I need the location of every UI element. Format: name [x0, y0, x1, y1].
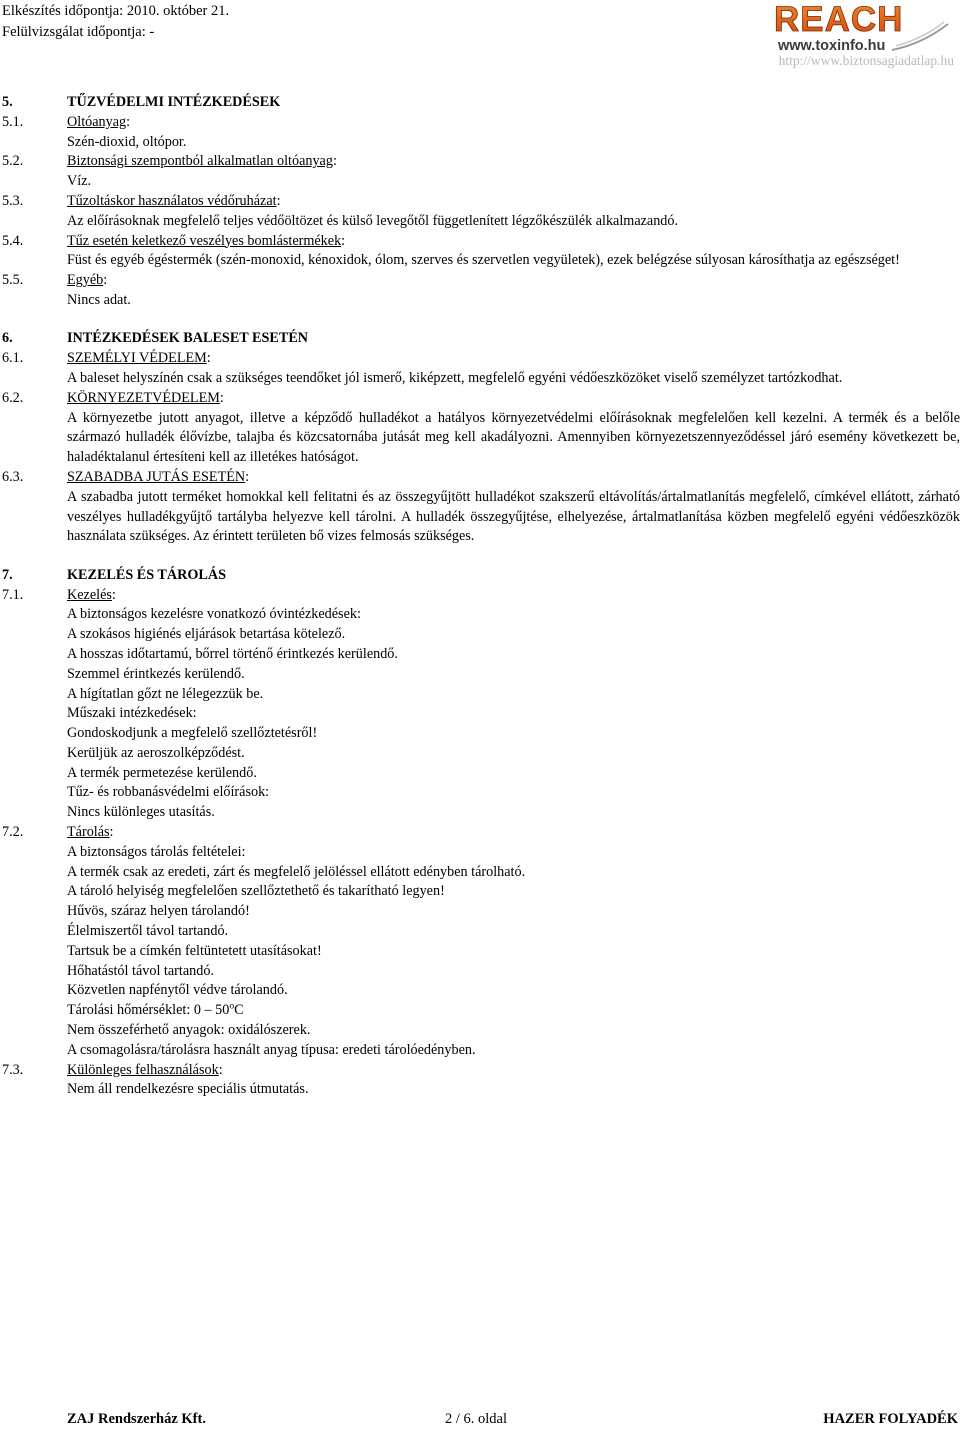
item-label: SZABADBA JUTÁS ESETÉN — [67, 468, 246, 485]
line: A hosszas időtartamú, bőrrel történő érintkezés kerülendő. — [67, 645, 398, 662]
item-text: Az előírásoknak megfelelő teljes védőöltözet és külső levegőtől függetlenített légzőkészülék alkalmazandó. — [67, 212, 679, 229]
item-label: Egyéb — [67, 272, 104, 289]
item-label: Kezelés — [67, 586, 112, 603]
line: Tűz- és robbanásvédelmi előírások: — [67, 784, 270, 801]
line: A tároló helyiség megfelelően szellőztethető és takarítható legyen! — [67, 883, 445, 900]
page-number: 2 / 6. oldal — [445, 1411, 508, 1427]
section-title: TŰZVÉDELMI INTÉZKEDÉSEK — [67, 94, 281, 110]
item-label: Különleges felhasználások — [67, 1061, 219, 1078]
section-number: 6. — [2, 330, 13, 347]
item-number: 5.5. — [2, 272, 24, 289]
line: Nem összeférhető anyagok: oxidálószerek. — [67, 1022, 311, 1039]
line: A termék permetezése kerülendő. — [67, 764, 257, 781]
logo-text: REACH — [774, 0, 904, 39]
line: Műszaki intézkedések: — [67, 705, 197, 722]
line: Hűvös, száraz helyen tárolandó! — [67, 903, 250, 920]
line: Kerüljük az aeroszolképződést. — [67, 744, 245, 761]
item-text: Víz. — [67, 173, 92, 190]
item-label: Oltóanyag — [67, 113, 127, 130]
line: A termék csak az eredeti, zárt és megfelelő jelöléssel ellátott edényben tárolható. — [67, 863, 526, 880]
item-text: Füst és egyéb égéstermék (szén-monoxid, kénoxidok, ólom, szerves és szervetlen vegyületek), ezek belégzése súlyosan károsíthatja az egészséget! — [67, 252, 900, 269]
item-number: 6.2. — [2, 389, 24, 406]
line: Nincs különleges utasítás. — [67, 804, 215, 821]
item-label: Tűzoltáskor használatos védőruházat — [67, 192, 277, 209]
item-number: 7.3. — [2, 1061, 24, 1078]
line: A biztonságos tárolás feltételei: — [67, 843, 246, 860]
creation-date: Elkészítés időpontja: 2010. október 21. — [2, 3, 230, 19]
item-5-1: 5.1. Oltóanyag: — [0, 113, 960, 133]
item-6-1: 6.1. SZEMÉLYI VÉDELEM: — [0, 349, 960, 369]
site-url: http://www.biztonsagiadatlap.hu — [778, 53, 954, 68]
item-5-3: 5.3. Tűzoltáskor használatos védőruházat: — [0, 192, 960, 212]
line: A csomagolásra/tárolásra használt anyag típusa: eredeti tárolóedényben. — [67, 1041, 476, 1058]
item-text: Nincs adat. — [67, 291, 131, 308]
item-5-5: 5.5. Egyéb: — [0, 271, 960, 291]
section-title: KEZELÉS ÉS TÁROLÁS — [67, 566, 227, 583]
revision-date: Felülvizsgálat időpontja: - — [2, 24, 155, 40]
line: A biztonságos kezelésre vonatkozó óvintézkedések: — [67, 606, 361, 623]
item-text: A környezetbe jutott anyagot, illetve a képződő hulladékot a hatályos környezetvédelmi előírásoknak megfelelően kell kezelni. A termék és a belőle származó hulladék élővízbe, talajba és közcsatornába jutását meg kell akadályozni. Amennyiben környezetszennyeződéssel járó esemény következett be, haladéktalanul értesíteni kell az illetékes hatóságot. — [67, 409, 960, 466]
item-number: 5.4. — [2, 232, 24, 249]
line: A szokásos higiénés eljárások betartása kötelező. — [67, 626, 346, 643]
line: Gondoskodjunk a megfelelő szellőztetésről! — [67, 725, 318, 742]
item-number: 6.3. — [2, 468, 24, 485]
section-number: 5. — [2, 94, 13, 110]
item-text: A szabadba jutott terméket homokkal kell felitatni és az összegyűjtött hulladékot szakszerű eltávolítás/ártalmatlanítás megfelelő, címkével ellátott, zárható veszélyes hulladékgyűjtő tartályba helyezve kell tárolni. A hulladék összegyűjtése, elhelyezése, ártalmatlanítása közben megfelelő egyéni védőeszközök használata szükséges. Az érintett területen bő vizes felmosás szükséges. — [67, 488, 960, 545]
reach-logo — [772, 0, 954, 54]
item-7-3: 7.3. Különleges felhasználások: — [0, 1061, 960, 1081]
section-number: 7. — [2, 566, 13, 583]
item-number: 5.2. — [2, 153, 24, 170]
logo-url: www.toxinfo.hu — [778, 38, 886, 54]
section-6-heading — [0, 329, 960, 349]
item-label: Tárolás — [67, 824, 110, 841]
section-5-heading — [0, 93, 960, 113]
line: A hígítatlan gőzt ne lélegezzük be. — [67, 685, 264, 702]
line: Tartsuk be a címkén feltüntetett utasításokat! — [67, 942, 322, 959]
item-number: 7.1. — [2, 586, 24, 603]
line: Szemmel érintkezés kerülendő. — [67, 665, 245, 682]
item-text: Nem áll rendelkezésre speciális útmutatás. — [67, 1081, 309, 1098]
section-title: INTÉZKEDÉSEK BALESET ESETÉN — [67, 330, 309, 347]
item-number: 7.2. — [2, 824, 24, 841]
storage-temperature: Tárolási hőmérséklet: 0 – 50$^o$C — [67, 1001, 244, 1019]
item-text: A baleset helyszínén csak a szükséges teendőket jól ismerő, kiképzett, megfelelő egyéni védőeszközöket viselő személyzet tartózkodhat. — [67, 369, 843, 386]
item-number: 5.3. — [2, 192, 24, 209]
item-7-1: 7.1. Kezelés: — [0, 586, 960, 606]
item-label: SZEMÉLYI VÉDELEM — [67, 350, 207, 367]
document-header — [2, 1, 229, 43]
item-label: Biztonsági szempontból alkalmatlan oltóanyag — [67, 153, 333, 170]
product-name: HAZER FOLYADÉK — [823, 1411, 958, 1427]
item-6-2: 6.2. KÖRNYEZETVÉDELEM: — [0, 389, 960, 409]
item-5-4: 5.4. Tűz esetén keletkező veszélyes bomlástermékek: — [0, 232, 960, 252]
item-label: Tűz esetén keletkező veszélyes bomlástermékek — [67, 232, 342, 249]
line: Közvetlen napfénytől védve tárolandó. — [67, 982, 288, 999]
item-number: 5.1. — [2, 113, 24, 130]
line: Élelmiszertől távol tartandó. — [67, 923, 229, 940]
item-6-3: 6.3. SZABADBA JUTÁS ESETÉN: — [0, 468, 960, 488]
section-7-heading — [0, 566, 960, 586]
item-number: 6.1. — [2, 350, 24, 367]
item-5-2: 5.2. Biztonsági szempontból alkalmatlan oltóanyag: — [0, 152, 960, 172]
item-7-2: 7.2. Tárolás: — [0, 823, 960, 843]
item-label: KÖRNYEZETVÉDELEM — [67, 389, 220, 406]
item-text: Szén-dioxid, oltópor. — [67, 133, 187, 150]
line: Hőhatástól távol tartandó. — [67, 962, 214, 979]
company-name: ZAJ Rendszerház Kft. — [67, 1411, 206, 1427]
document-body — [0, 93, 960, 1100]
